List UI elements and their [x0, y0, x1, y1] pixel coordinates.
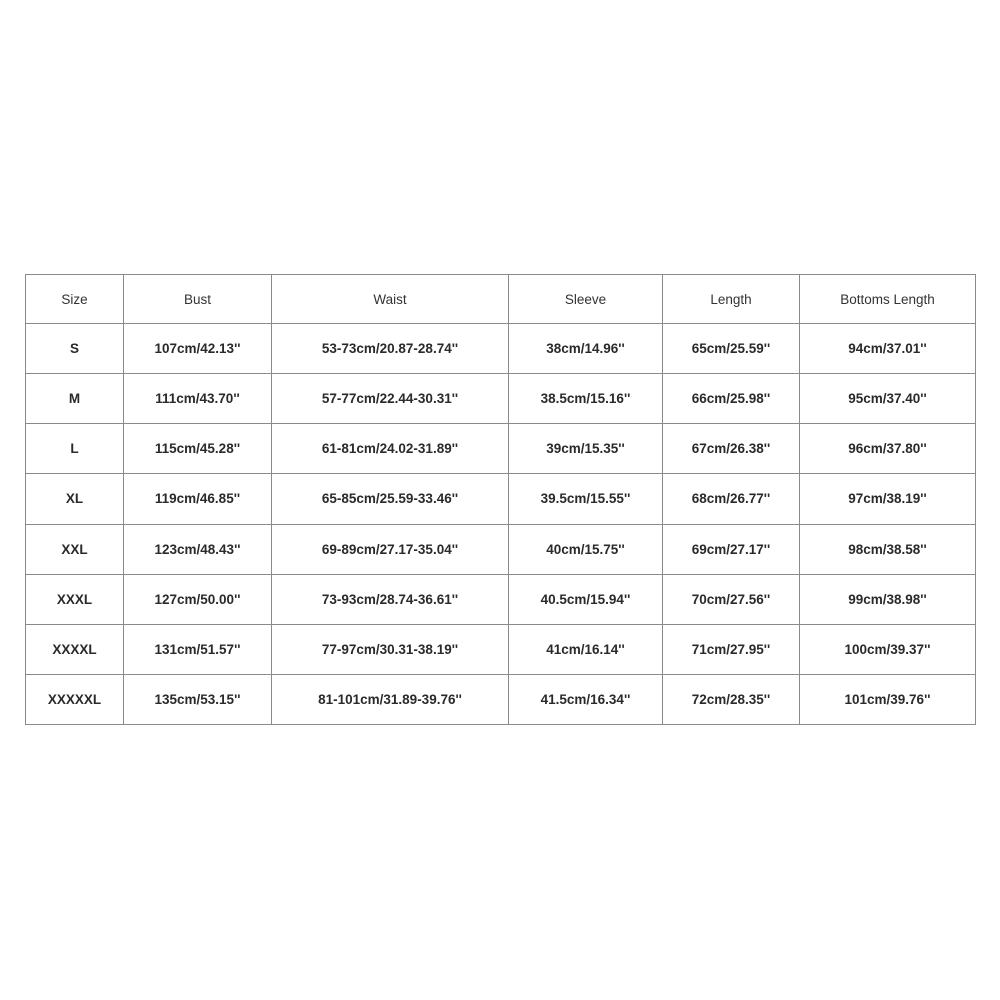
table-row: [26, 474, 976, 524]
cell-sleeve: 41.5cm/16.34'': [509, 674, 663, 724]
cell-waist: 69-89cm/27.17-35.04'': [272, 524, 509, 574]
cell-bust: 119cm/46.85'': [124, 474, 272, 524]
table-body: [26, 324, 976, 725]
cell-length: 68cm/26.77'': [663, 474, 800, 524]
cell-bottoms-length: 95cm/37.40'': [800, 374, 976, 424]
cell-sleeve: 40cm/15.75'': [509, 524, 663, 574]
cell-bottoms-length: 100cm/39.37'': [800, 624, 976, 674]
table-row: [26, 524, 976, 574]
header-length: Length: [663, 275, 800, 324]
cell-bottoms-length: 101cm/39.76'': [800, 674, 976, 724]
cell-bottoms-length: 97cm/38.19'': [800, 474, 976, 524]
cell-sleeve: 38.5cm/15.16'': [509, 374, 663, 424]
header-bust: Bust: [124, 275, 272, 324]
cell-sleeve: 38cm/14.96'': [509, 324, 663, 374]
cell-bust: 131cm/51.57'': [124, 624, 272, 674]
cell-size: M: [26, 374, 124, 424]
cell-sleeve: 41cm/16.14'': [509, 624, 663, 674]
cell-size: XXL: [26, 524, 124, 574]
table-row: [26, 374, 976, 424]
cell-length: 69cm/27.17'': [663, 524, 800, 574]
cell-waist: 53-73cm/20.87-28.74'': [272, 324, 509, 374]
cell-waist: 73-93cm/28.74-36.61'': [272, 574, 509, 624]
table-header: [26, 275, 976, 324]
cell-bust: 135cm/53.15'': [124, 674, 272, 724]
cell-length: 70cm/27.56'': [663, 574, 800, 624]
header-waist: Waist: [272, 275, 509, 324]
table-row: [26, 324, 976, 374]
cell-sleeve: 39cm/15.35'': [509, 424, 663, 474]
cell-waist: 57-77cm/22.44-30.31'': [272, 374, 509, 424]
cell-bust: 123cm/48.43'': [124, 524, 272, 574]
cell-bottoms-length: 96cm/37.80'': [800, 424, 976, 474]
cell-waist: 77-97cm/30.31-38.19'': [272, 624, 509, 674]
table-row: [26, 674, 976, 724]
cell-bust: 107cm/42.13'': [124, 324, 272, 374]
table-row: [26, 624, 976, 674]
cell-bottoms-length: 99cm/38.98'': [800, 574, 976, 624]
cell-bottoms-length: 98cm/38.58'': [800, 524, 976, 574]
header-size: Size: [26, 275, 124, 324]
cell-bust: 127cm/50.00'': [124, 574, 272, 624]
header-bottoms-length: Bottoms Length: [800, 275, 976, 324]
cell-length: 65cm/25.59'': [663, 324, 800, 374]
table-row: [26, 574, 976, 624]
cell-size: XXXXXL: [26, 674, 124, 724]
cell-size: S: [26, 324, 124, 374]
cell-length: 72cm/28.35'': [663, 674, 800, 724]
cell-length: 66cm/25.98'': [663, 374, 800, 424]
cell-sleeve: 39.5cm/15.55'': [509, 474, 663, 524]
cell-sleeve: 40.5cm/15.94'': [509, 574, 663, 624]
cell-waist: 61-81cm/24.02-31.89'': [272, 424, 509, 474]
cell-size: XL: [26, 474, 124, 524]
cell-waist: 65-85cm/25.59-33.46'': [272, 474, 509, 524]
cell-bust: 115cm/45.28'': [124, 424, 272, 474]
cell-size: XXXL: [26, 574, 124, 624]
cell-size: L: [26, 424, 124, 474]
cell-length: 67cm/26.38'': [663, 424, 800, 474]
size-chart-table: [25, 274, 976, 725]
table-row: [26, 424, 976, 474]
cell-length: 71cm/27.95'': [663, 624, 800, 674]
header-sleeve: Sleeve: [509, 275, 663, 324]
cell-bust: 111cm/43.70'': [124, 374, 272, 424]
header-row: [26, 275, 976, 324]
cell-size: XXXXL: [26, 624, 124, 674]
cell-waist: 81-101cm/31.89-39.76'': [272, 674, 509, 724]
cell-bottoms-length: 94cm/37.01'': [800, 324, 976, 374]
